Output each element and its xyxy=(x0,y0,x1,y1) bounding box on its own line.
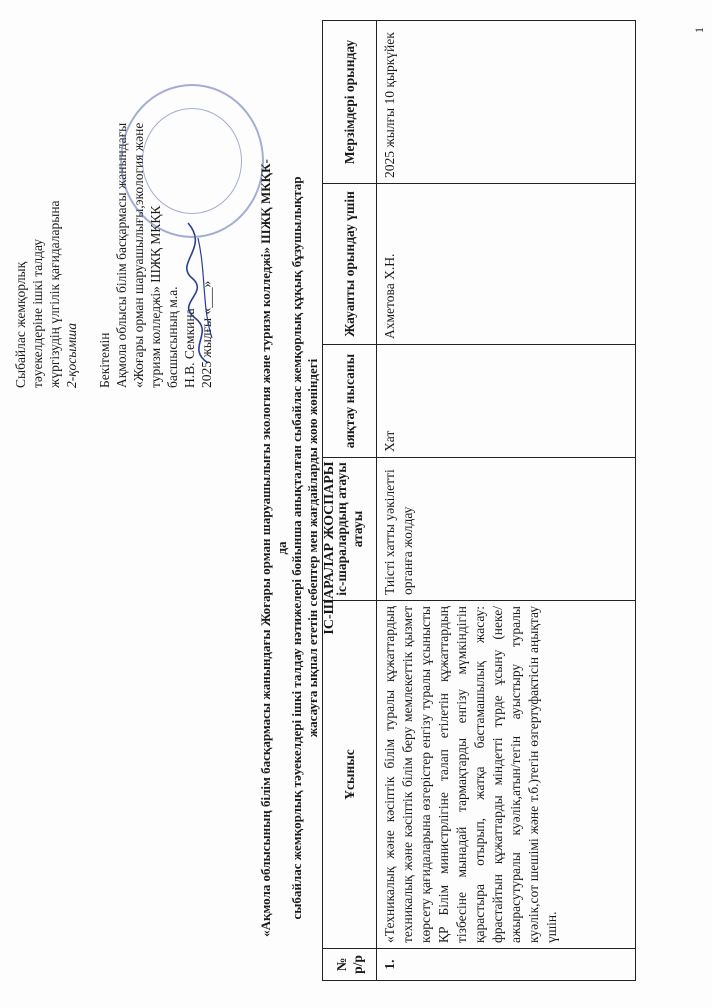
approve-title: Бекітемін xyxy=(97,332,112,388)
cell-form: Хат xyxy=(377,345,636,458)
header-activity: іс-шаралардың атауы атауы xyxy=(323,458,377,601)
plan-table xyxy=(322,20,636,981)
table-header-row xyxy=(323,21,377,981)
cell-proposal: «Техникалық және кәсіптік білім туралы құжаттардың техникалық және кәсіптік білім беру мемлекеттік қызмет көрсету қағидаларына өзгерістер енгізу туралы ұсынысты ҚР Білім министрлігіне талап етілетін құжаттардың тізбесіне мынадай тармақтарды енгізу мүмкіндігін қарастыра отырып, жатқа бастамашылық жасау: фрастайтын құжаттарды міндетті түрде ұсыну (неке/ажырасутуралы куәлік,атын/тегін ауыстыру туралы куәлік,сот шешімі және т.б.)тегін өзгертуфактісін аңықтау үшін. xyxy=(377,601,636,949)
appendix-label: 2-қосымша xyxy=(64,322,79,388)
table-row xyxy=(377,21,636,981)
title-line: сыбайлас жемқорлық тәуекелдері ішкі талдау нәтижелері бойынша анықталған сыбайлас жемқорлық құқық бұзушылықтар xyxy=(289,176,304,920)
header-form: аяқтау нысаны xyxy=(323,345,377,458)
organization-line: басшысының м.а. xyxy=(165,286,180,388)
signer-name: Н.В. Семкина xyxy=(182,308,197,388)
title-line: жасауға ықпал ететін себептер мен жағдайларды жою жөніндегі xyxy=(304,358,320,738)
approval-header-line: Сыбайлас жемқорлық xyxy=(13,261,28,388)
plan-heading: ІС-ШАРАЛАР ЖОСПАРЫ xyxy=(322,461,337,635)
organization-line: туризм колледжі» ШЖҚ МКҚК xyxy=(148,205,163,388)
header-deadline: Мерзімдері орындау xyxy=(323,21,377,184)
organization-line: Ақмола облысы білім басқармасы жанындағы xyxy=(114,122,129,388)
cell-num: 1. xyxy=(377,949,636,981)
cell-activity: Тиісті хатты уәкілетті органға жолдау xyxy=(377,458,636,601)
organization-line: «Жоғары орман шаруашылығы,экология және xyxy=(131,122,146,388)
official-stamp xyxy=(120,84,264,238)
page-number: 1 xyxy=(692,27,706,33)
header-num: № р/р xyxy=(323,949,377,981)
cell-responsible: Ахметова Х.Н. xyxy=(377,184,636,345)
header-responsible: Жауапты орындау үшін xyxy=(323,184,377,345)
title-line: «Ақмола облысының білім басқармасы жанындағы Жоғары орман шаруашылығы экология және туризм колледжі» ШЖҚ МКҚК-да xyxy=(258,159,289,937)
approval-header-line: жүргізудің үлгілік қағидаларына xyxy=(47,200,62,388)
approval-date: 2025 жылғы «___» xyxy=(199,280,214,388)
cell-deadline: 2025 жылғы 10 қыркүйек xyxy=(377,21,636,184)
approval-header-line: тәуекелдеріне ішкі талдау xyxy=(30,238,45,388)
signature-scribble xyxy=(180,218,220,368)
header-proposal: Ұсыныс xyxy=(323,601,377,949)
